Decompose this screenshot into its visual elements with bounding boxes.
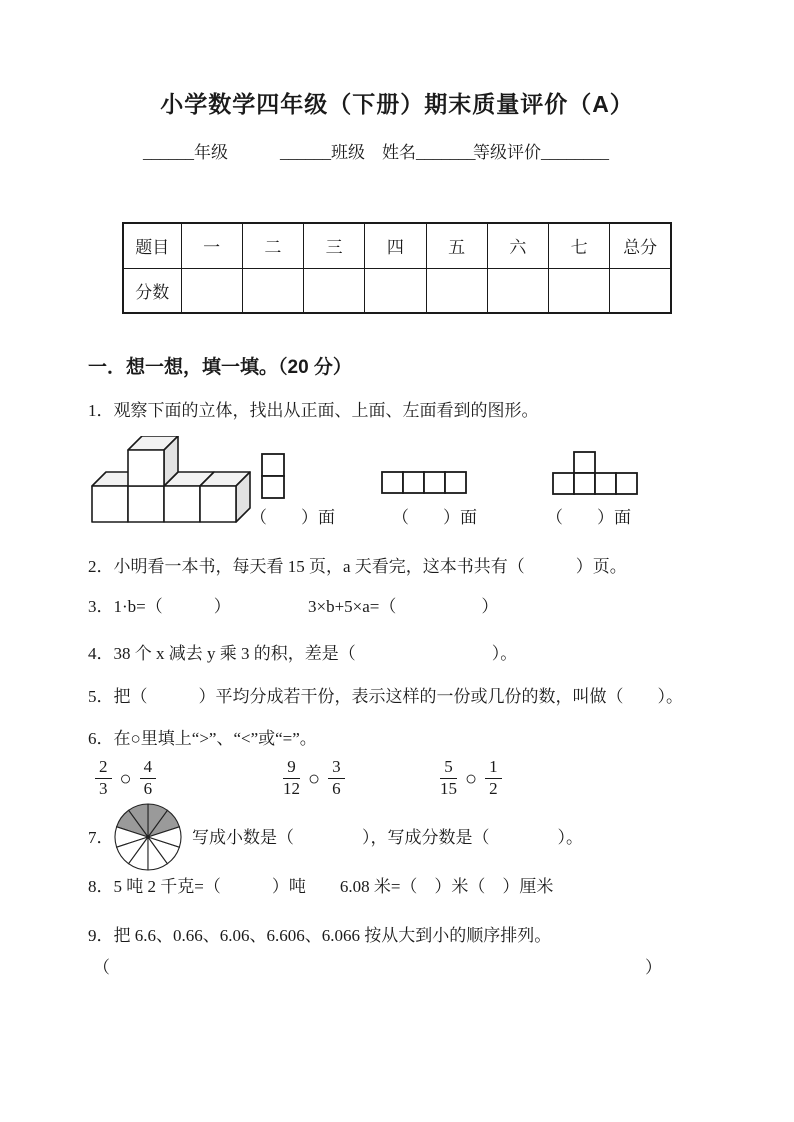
view-shape-front (260, 452, 286, 500)
q1-answer-label-2: （ ）面 (392, 508, 477, 527)
score-col-label: 题目 (123, 223, 181, 268)
score-col-4: 四 (365, 223, 426, 268)
score-cell (181, 268, 242, 313)
comparison-1 (95, 758, 156, 798)
score-table-header-row (123, 223, 671, 268)
score-col-7: 七 (549, 223, 610, 268)
q9-answer-open-paren: （ (93, 958, 110, 977)
score-cell (610, 268, 671, 313)
compare-circle: ○ (465, 768, 478, 791)
fraction: $\frac{1}{2}$ (485, 758, 502, 798)
cube-solid-figure (90, 436, 260, 531)
q1-answer-label-1: （ ）面 (250, 508, 335, 527)
fraction: $\frac{2}{3}$ (95, 758, 112, 798)
question-6: 6．在○里填上“>”、“<”或“=”。 (88, 729, 317, 748)
rating-blank: 等级评价________ (473, 143, 609, 162)
question-3b: 3×b+5×a=（ ） (308, 597, 499, 616)
fraction: $\frac{5}{15}$ (440, 757, 457, 798)
question-7-text: 写成小数是（ ），写成分数是（ ）。 (192, 828, 583, 847)
compare-circle: ○ (119, 768, 132, 791)
score-col-6: 六 (487, 223, 548, 268)
section1-heading: 一．想一想，填一填。（20 分） (88, 357, 352, 378)
fraction: $\frac{9}{12}$ (283, 757, 300, 798)
score-table-score-row (123, 268, 671, 313)
pie-chart (112, 801, 184, 873)
q9-answer-close-paren: ） (645, 958, 662, 977)
score-cell (426, 268, 487, 313)
view-shape-top (380, 470, 470, 496)
question-2: 2．小明看一本书，每天看 15 页，a 天看完，这本书共有（ ）页。 (88, 557, 627, 576)
fraction: $\frac{4}{6}$ (140, 758, 157, 798)
score-cell (304, 268, 365, 313)
question-4: 4．38 个 x 减去 y 乘 3 的积，差是（ ）。 (88, 644, 518, 663)
score-cell (365, 268, 426, 313)
question-7-number: 7． (88, 828, 114, 847)
question-1: 1．观察下面的立体，找出从正面、上面、左面看到的图形。 (88, 401, 539, 420)
score-table (122, 222, 672, 314)
compare-circle: ○ (308, 768, 321, 791)
q1-answer-label-3: （ ）面 (546, 508, 631, 527)
page-title: 小学数学四年级（下册）期末质量评价（A） (160, 91, 634, 117)
score-col-3: 三 (304, 223, 365, 268)
score-col-total: 总分 (610, 223, 671, 268)
score-col-5: 五 (426, 223, 487, 268)
comparison-2 (283, 758, 345, 798)
score-cell (242, 268, 303, 313)
score-cell (549, 268, 610, 313)
grade-blank: ______年级 (143, 143, 228, 162)
score-row-label: 分数 (123, 268, 181, 313)
comparison-3 (440, 758, 502, 798)
view-shape-left (551, 450, 641, 497)
class-and-name-blank: ______班级 姓名_______ (280, 143, 476, 162)
question-5: 5．把（ ）平均分成若干份，表示这样的一份或几份的数，叫做（ ）。 (88, 687, 683, 706)
score-cell (487, 268, 548, 313)
question-8: 8．5 吨 2 千克=（ ）吨 6.08 米=（ ）米（ ）厘米 (88, 877, 554, 896)
fraction: $\frac{3}{6}$ (328, 758, 345, 798)
score-col-2: 二 (242, 223, 303, 268)
score-col-1: 一 (181, 223, 242, 268)
question-3a: 3．1·b=（ ） (88, 597, 231, 616)
question-9: 9．把 6.6、0.66、6.06、6.606、6.066 按从大到小的顺序排列。 (88, 926, 552, 945)
